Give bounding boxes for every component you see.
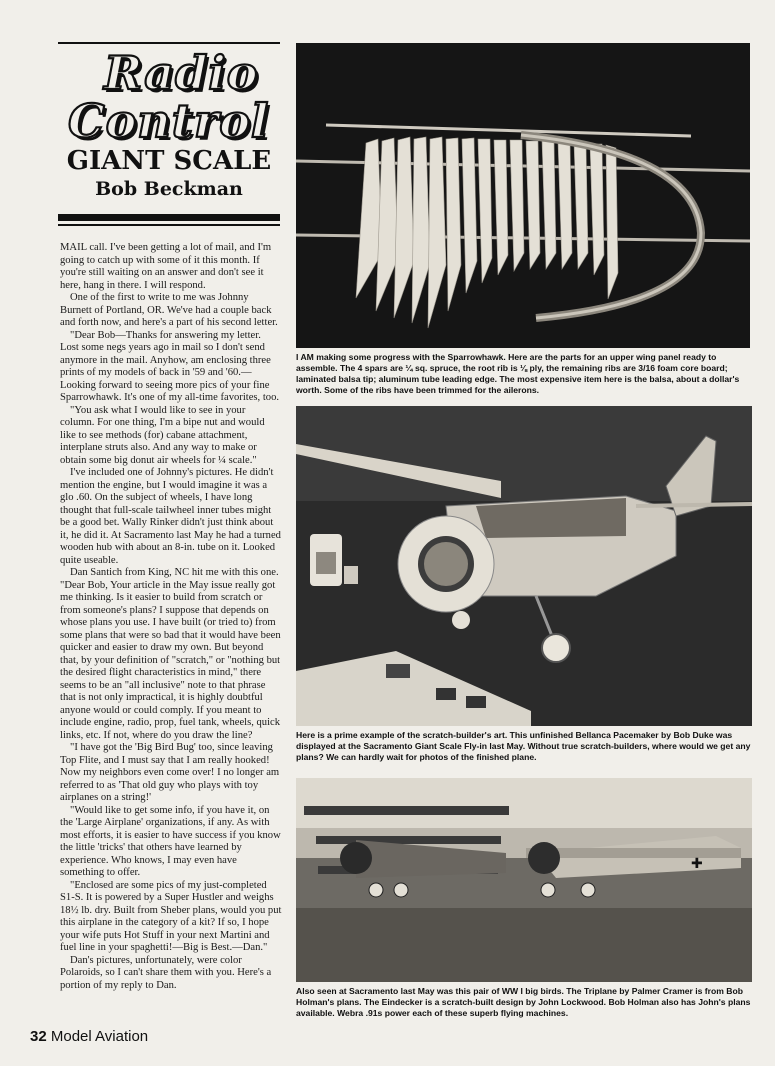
masthead-rule-thin [58,224,280,226]
masthead-top-rule [58,42,280,44]
body-paragraph: Dan Santich from King, NC hit me with this one. "Dear Bob, Your article in the May issue really got me thinking. Is it easier to build from scratch or from someone's plans? I suppose that depends on whose plans you use. I have built (or tried to) from some plans that were so bad that it would have been quicker and easier to draw my own. But beyond that, by your definition of "scratch," or "nothing but the desired flight characteristics in mind," there seems to be an "all inclusive" note to that phrase that is not only impractical, it is highly doubtful anyone would or could comply. If you meant to include engine, radio, prop, fuel tank, wheels, quick links, etc. If not, where do you draw the line? [60,567,281,741]
body-paragraph: "Dear Bob—Thanks for answering my letter. Lost some negs years ago in mail so I don't send anymore in the mail. Anyhow, am enclosing three prints of my models of back in '59 and '60.—Looking forward to seeing more pics of your fine Sparrowhawk. It's one of my all-time favorites, too. [60,329,280,403]
caption-ww1-planes: Also seen at Sacramento last May was this pair of WW I big birds. The Triplane by Palmer Cramer is from Bob Holman's plans. The Eindecker is a scratch-built design by John Lockwood. Bob Holman also has John's plans available. Webra .91s power each of these superb flying machines. [296,986,751,1018]
body-paragraph: MAIL call. I've been getting a lot of mail, and I'm going to catch up with some of it this month. If you're still waiting on an answer and don't see it here, hang in there. I will respond. [60,242,272,291]
caption-wing-parts: I AM making some progress with the Sparrowhawk. Here are the parts for an upper wing panel ready to assemble. The 4 spars are ¼ sq. spruce, the root rib is ⅛ ply, the remaining ribs are 3/16 foam core board; laminated balsa tip; aluminum tube leading edge. The most expensive item here is the balsa, about a dollar's worth. Some of the ribs have been trimmed for the ailerons. [296,352,740,395]
column-title: GIANT SCALE [66,146,272,176]
photo-ww1-planes [296,778,752,982]
script-title-control: Control [68,94,270,148]
photo-wing-parts [296,43,750,348]
body-paragraph: I've included one of Johnny's pictures. He didn't mention the engine, but I would imagine it was a glo .60. On the subject of wheels, I have long thought that full-scale tailwheel inner tubes might be a good bet. Wally Rinker didn't just think about it, he did it. At Sacramento last May he had a turned wooden hub with about an 8-in. tube on it. Looked quite useable. [60,467,281,566]
body-paragraph: "Enclosed are some pics of my just-completed S1-S. It is powered by a Super Hustler and weighs 18½ lb. dry. Built from Sheber plans, would you put this airplane in the category of a kit? If so, I hope your wife puts Hot Stuff in your next Martini and fuel line in your spaghetti!—Big is Best.—Dan." [60,879,282,953]
magazine-name: Model Aviation [50,1028,149,1045]
svg-text:✚: ✚ [691,856,703,872]
page-folio [30,1028,148,1045]
body-paragraph: One of the first to write to me was Johnny Burnett of Portland, OR. We've had a couple back and forth now, and here's a part of his second letter. [60,292,278,328]
body-paragraph: "You ask what I would like to see in your column. For one thing, I'm a bipe nut and would like to see methods (for) cabane attachment, interplane struts also. And any way to make or obtain some big donut air wheels for ¼ scale." [60,404,265,466]
masthead-rule-thick [58,214,280,221]
column-masthead [58,36,282,232]
article-body [60,242,282,992]
photo-bellanca [296,406,752,726]
caption-bellanca: Here is a prime example of the scratch-builder's art. This unfinished Bellanca Pacemaker by Bob Duke was displayed at the Sacramento Giant Scale Fly-in last May. Without true scratch-builders, where would we get any plans? We can hardly wait for photos of the finished plane. [296,730,751,762]
column-author: Bob Beckman [95,178,243,200]
script-title-radio: Radio [104,46,259,100]
body-paragraph: "Would like to get some info, if you have it, on the 'Large Airplane' organizations, if any. As with most efforts, it is easier to have success if you know the little 'tricks' that others have learned by experience. Who knows, I may even have something to offer. [60,804,281,878]
page-number: 32 [30,1028,47,1045]
body-paragraph: Dan's pictures, unfortunately, were color Polaroids, so I can't share them with you. Here's a portion of my reply to Dan. [60,954,272,991]
body-paragraph: "I have got the 'Big Bird Bug' too, since leaving Top Flite, and I must say that I am really hooked! Now my neighbors even come over! I no longer am referred to as 'That old guy who plays with toy airplanes on a string!' [60,742,280,803]
